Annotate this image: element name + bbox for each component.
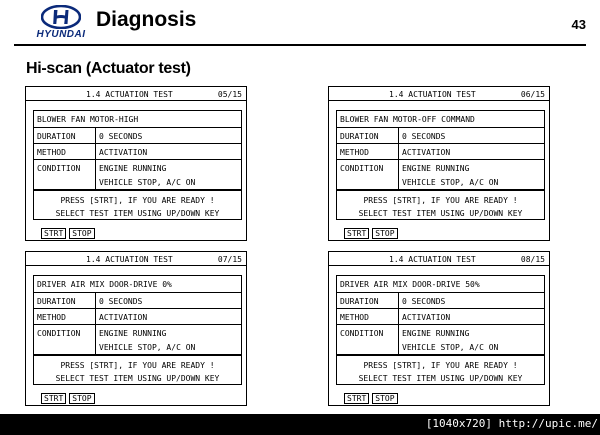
table-row bbox=[337, 159, 544, 189]
condition-line-1: ENGINE RUNNING bbox=[99, 329, 167, 338]
condition-value bbox=[399, 325, 544, 354]
actuation-test-panel bbox=[328, 251, 550, 406]
test-item-name: BLOWER FAN MOTOR-HIGH bbox=[37, 115, 139, 124]
duration-value: 0 SECONDS bbox=[402, 297, 446, 306]
slide-header bbox=[0, 0, 600, 46]
test-item-name: BLOWER FAN MOTOR-OFF COMMAND bbox=[340, 115, 475, 124]
stop-button[interactable]: STOP bbox=[372, 228, 397, 239]
duration-value: 0 SECONDS bbox=[99, 132, 143, 141]
condition-line-2: VEHICLE STOP, A/C ON bbox=[99, 343, 196, 352]
instruction-line-1: PRESS [STRT], IF YOU ARE READY ! bbox=[60, 361, 215, 370]
table-row bbox=[34, 276, 241, 292]
instruction-line-1: PRESS [STRT], IF YOU ARE READY ! bbox=[60, 196, 215, 205]
method-value: ACTIVATION bbox=[402, 148, 451, 157]
condition-label: CONDITION bbox=[34, 160, 96, 189]
function-keys bbox=[344, 393, 398, 404]
duration-label: DURATION bbox=[337, 128, 399, 143]
actuation-test-panel bbox=[25, 86, 247, 241]
condition-value bbox=[399, 160, 544, 189]
table-row bbox=[337, 292, 544, 308]
method-value: ACTIVATION bbox=[99, 148, 148, 157]
method-value: ACTIVATION bbox=[99, 313, 148, 322]
panel-page-counter: 06/15 bbox=[520, 90, 545, 99]
table-row bbox=[337, 324, 544, 354]
instruction-line-2: SELECT TEST ITEM USING UP/DOWN KEY bbox=[358, 209, 523, 218]
instruction-line-2: SELECT TEST ITEM USING UP/DOWN KEY bbox=[55, 209, 220, 218]
panel-title: 1.4 ACTUATION TEST bbox=[86, 90, 173, 99]
bottom-bar bbox=[0, 414, 600, 435]
condition-line-1: ENGINE RUNNING bbox=[99, 164, 167, 173]
condition-line-2: VEHICLE STOP, A/C ON bbox=[402, 343, 499, 352]
condition-label: CONDITION bbox=[337, 160, 399, 189]
instruction-message bbox=[33, 190, 242, 220]
condition-value bbox=[96, 325, 241, 354]
table-row bbox=[337, 127, 544, 143]
condition-value bbox=[96, 160, 241, 189]
method-label: METHOD bbox=[34, 309, 96, 324]
duration-label: DURATION bbox=[337, 293, 399, 308]
instruction-message bbox=[33, 355, 242, 385]
method-label: METHOD bbox=[337, 144, 399, 159]
duration-label: DURATION bbox=[34, 128, 96, 143]
condition-label: CONDITION bbox=[337, 325, 399, 354]
table-row bbox=[337, 143, 544, 159]
instruction-line-1: PRESS [STRT], IF YOU ARE READY ! bbox=[363, 196, 518, 205]
section-subtitle: Hi-scan (Actuator test) bbox=[26, 60, 191, 77]
condition-line-2: VEHICLE STOP, A/C ON bbox=[99, 178, 196, 187]
duration-value: 0 SECONDS bbox=[402, 132, 446, 141]
table-row bbox=[34, 308, 241, 324]
condition-label: CONDITION bbox=[34, 325, 96, 354]
method-value: ACTIVATION bbox=[402, 313, 451, 322]
page-title: Diagnosis bbox=[96, 8, 197, 31]
start-button[interactable]: STRT bbox=[344, 228, 369, 239]
header-divider bbox=[14, 44, 586, 46]
function-keys bbox=[41, 393, 95, 404]
table-row bbox=[34, 324, 241, 354]
test-item-name: DRIVER AIR MIX DOOR-DRIVE 0% bbox=[37, 280, 172, 289]
table-row bbox=[34, 111, 241, 127]
panel-title: 1.4 ACTUATION TEST bbox=[389, 90, 476, 99]
panel-page-counter: 08/15 bbox=[520, 255, 545, 264]
duration-label: DURATION bbox=[34, 293, 96, 308]
table-row bbox=[337, 308, 544, 324]
image-watermark: [1040x720] http://upic.me/ bbox=[425, 417, 598, 430]
panel-header bbox=[329, 252, 549, 266]
table-row bbox=[337, 276, 544, 292]
stop-button[interactable]: STOP bbox=[69, 393, 94, 404]
test-item-name: DRIVER AIR MIX DOOR-DRIVE 50% bbox=[340, 280, 480, 289]
table-row bbox=[34, 127, 241, 143]
panel-header bbox=[26, 252, 246, 266]
function-keys bbox=[41, 228, 95, 239]
stop-button[interactable]: STOP bbox=[372, 393, 397, 404]
hyundai-logo-icon bbox=[41, 5, 81, 29]
page-number: 43 bbox=[571, 17, 586, 32]
condition-line-2: VEHICLE STOP, A/C ON bbox=[402, 178, 499, 187]
panel-page-counter: 07/15 bbox=[217, 255, 242, 264]
table-row bbox=[34, 292, 241, 308]
test-info-table bbox=[336, 275, 545, 355]
hyundai-logo bbox=[30, 5, 92, 41]
instruction-line-1: PRESS [STRT], IF YOU ARE READY ! bbox=[363, 361, 518, 370]
condition-line-1: ENGINE RUNNING bbox=[402, 329, 470, 338]
panel-header bbox=[26, 87, 246, 101]
actuation-test-panel bbox=[25, 251, 247, 406]
test-info-table bbox=[336, 110, 545, 190]
instruction-message bbox=[336, 355, 545, 385]
table-row bbox=[34, 159, 241, 189]
brand-name: HYUNDAI bbox=[36, 29, 86, 40]
actuation-test-panel bbox=[328, 86, 550, 241]
panel-title: 1.4 ACTUATION TEST bbox=[86, 255, 173, 264]
instruction-line-2: SELECT TEST ITEM USING UP/DOWN KEY bbox=[358, 374, 523, 383]
instruction-line-2: SELECT TEST ITEM USING UP/DOWN KEY bbox=[55, 374, 220, 383]
start-button[interactable]: STRT bbox=[41, 393, 66, 404]
method-label: METHOD bbox=[337, 309, 399, 324]
start-button[interactable]: STRT bbox=[344, 393, 369, 404]
table-row bbox=[34, 143, 241, 159]
condition-line-1: ENGINE RUNNING bbox=[402, 164, 470, 173]
duration-value: 0 SECONDS bbox=[99, 297, 143, 306]
method-label: METHOD bbox=[34, 144, 96, 159]
test-info-table bbox=[33, 110, 242, 190]
stop-button[interactable]: STOP bbox=[69, 228, 94, 239]
start-button[interactable]: STRT bbox=[41, 228, 66, 239]
table-row bbox=[337, 111, 544, 127]
test-info-table bbox=[33, 275, 242, 355]
panel-page-counter: 05/15 bbox=[217, 90, 242, 99]
panel-title: 1.4 ACTUATION TEST bbox=[389, 255, 476, 264]
instruction-message bbox=[336, 190, 545, 220]
panel-header bbox=[329, 87, 549, 101]
function-keys bbox=[344, 228, 398, 239]
